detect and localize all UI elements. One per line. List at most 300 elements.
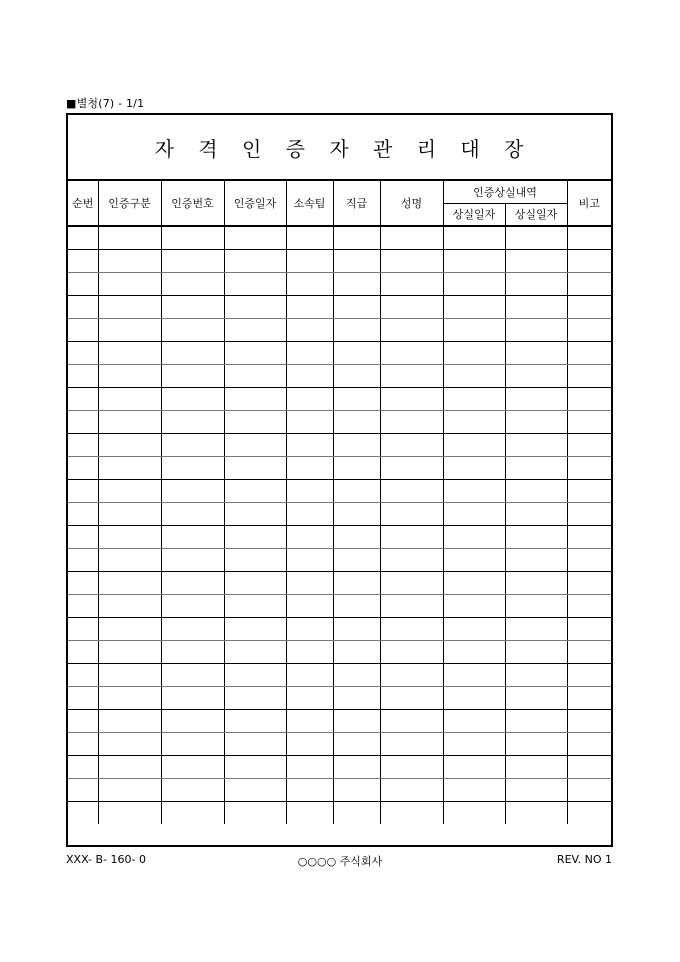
table-cell[interactable] (161, 410, 224, 433)
table-cell[interactable] (333, 640, 380, 663)
header-cert-no: 인증번호 (161, 181, 224, 226)
footer-revision: REV. NO 1 (556, 853, 612, 866)
table-cell[interactable] (380, 663, 443, 686)
table-cell[interactable] (567, 801, 611, 824)
header-team: 소속팀 (286, 181, 333, 226)
table-cell[interactable] (443, 249, 505, 272)
table-cell[interactable] (567, 318, 611, 341)
table-cell[interactable] (68, 295, 98, 318)
table-cell[interactable] (380, 226, 443, 249)
table-cell[interactable] (286, 502, 333, 525)
table-cell[interactable] (224, 226, 286, 249)
table-cell[interactable] (443, 387, 505, 410)
table-cell[interactable] (98, 778, 161, 801)
table-cell[interactable] (98, 272, 161, 295)
table-cell[interactable] (68, 387, 98, 410)
table-cell[interactable] (380, 571, 443, 594)
header-cert-date: 인증일자 (224, 181, 286, 226)
table-cell[interactable] (380, 479, 443, 502)
table-row (68, 548, 611, 571)
table-cell[interactable] (68, 433, 98, 456)
table-cell[interactable] (68, 709, 98, 732)
table-row (68, 755, 611, 778)
table-cell[interactable] (161, 502, 224, 525)
table-cell[interactable] (333, 778, 380, 801)
table-cell[interactable] (224, 364, 286, 387)
table-cell[interactable] (224, 295, 286, 318)
table-cell[interactable] (161, 709, 224, 732)
header-seq: 순번 (68, 181, 98, 226)
table-cell[interactable] (333, 502, 380, 525)
table-cell[interactable] (505, 778, 567, 801)
table-row (68, 318, 611, 341)
table-cell[interactable] (505, 801, 567, 824)
table-cell[interactable] (505, 594, 567, 617)
table-cell[interactable] (161, 755, 224, 778)
table-cell[interactable] (68, 272, 98, 295)
table-cell[interactable] (224, 617, 286, 640)
table-cell[interactable] (333, 686, 380, 709)
table-cell[interactable] (98, 479, 161, 502)
table-cell[interactable] (443, 686, 505, 709)
table-cell[interactable] (68, 341, 98, 364)
table-cell[interactable] (286, 410, 333, 433)
table-cell[interactable] (505, 318, 567, 341)
table-cell[interactable] (380, 341, 443, 364)
table-cell[interactable] (98, 709, 161, 732)
table-row (68, 433, 611, 456)
table-cell[interactable] (567, 525, 611, 548)
table-cell[interactable] (161, 801, 224, 824)
table-cell[interactable] (505, 755, 567, 778)
table-cell[interactable] (380, 709, 443, 732)
table-cell[interactable] (68, 571, 98, 594)
register-table (68, 181, 611, 824)
table-cell[interactable] (333, 525, 380, 548)
table-cell[interactable] (286, 617, 333, 640)
table-cell[interactable] (224, 801, 286, 824)
table-cell[interactable] (161, 548, 224, 571)
table-cell[interactable] (333, 594, 380, 617)
table-cell[interactable] (505, 709, 567, 732)
table-cell[interactable] (443, 640, 505, 663)
table-cell[interactable] (567, 479, 611, 502)
table-cell[interactable] (567, 249, 611, 272)
table-cell[interactable] (333, 456, 380, 479)
table-cell[interactable] (380, 525, 443, 548)
title-box (68, 115, 611, 181)
table-cell[interactable] (380, 732, 443, 755)
table-cell[interactable] (161, 663, 224, 686)
table-row (68, 778, 611, 801)
table-row (68, 295, 611, 318)
table-cell[interactable] (286, 663, 333, 686)
table-cell[interactable] (333, 226, 380, 249)
header-loss-date-2: 상실일자 (505, 203, 567, 226)
table-cell[interactable] (443, 433, 505, 456)
table-cell[interactable] (98, 364, 161, 387)
table-cell[interactable] (224, 318, 286, 341)
table-cell[interactable] (286, 387, 333, 410)
table-cell[interactable] (333, 663, 380, 686)
table-cell[interactable] (567, 686, 611, 709)
table-cell[interactable] (68, 755, 98, 778)
table-cell[interactable] (68, 594, 98, 617)
table-cell[interactable] (380, 617, 443, 640)
header-loss-date-1: 상실일자 (443, 203, 505, 226)
table-cell[interactable] (443, 617, 505, 640)
table-cell[interactable] (224, 571, 286, 594)
table-cell[interactable] (68, 318, 98, 341)
table-cell[interactable] (505, 686, 567, 709)
table-cell[interactable] (443, 226, 505, 249)
table-row (68, 226, 611, 249)
table-cell[interactable] (286, 456, 333, 479)
table-cell[interactable] (224, 640, 286, 663)
table-cell[interactable] (286, 433, 333, 456)
table-cell[interactable] (68, 479, 98, 502)
table-cell[interactable] (98, 318, 161, 341)
table-cell[interactable] (98, 686, 161, 709)
table-row (68, 410, 611, 433)
table-cell[interactable] (161, 778, 224, 801)
table-cell[interactable] (333, 318, 380, 341)
table-cell[interactable] (286, 525, 333, 548)
table-cell[interactable] (286, 364, 333, 387)
table-cell[interactable] (68, 364, 98, 387)
footer-doc-code: XXX- B- 160- 0 (66, 853, 146, 866)
table-cell[interactable] (333, 272, 380, 295)
table-cell[interactable] (286, 272, 333, 295)
table-cell[interactable] (443, 525, 505, 548)
table-cell[interactable] (98, 617, 161, 640)
table-cell[interactable] (333, 801, 380, 824)
register-body (68, 226, 611, 824)
table-cell[interactable] (98, 732, 161, 755)
table-cell[interactable] (98, 525, 161, 548)
table-cell[interactable] (505, 364, 567, 387)
table-row (68, 571, 611, 594)
table-cell[interactable] (443, 778, 505, 801)
table-cell[interactable] (224, 686, 286, 709)
table-cell[interactable] (161, 364, 224, 387)
table-cell[interactable] (567, 410, 611, 433)
table-cell[interactable] (567, 640, 611, 663)
table-cell[interactable] (505, 249, 567, 272)
table-cell[interactable] (505, 502, 567, 525)
table-row (68, 686, 611, 709)
table-cell[interactable] (68, 778, 98, 801)
table-cell[interactable] (224, 479, 286, 502)
table-cell[interactable] (224, 732, 286, 755)
table-cell[interactable] (161, 272, 224, 295)
table-cell[interactable] (443, 709, 505, 732)
table-cell[interactable] (161, 617, 224, 640)
table-cell[interactable] (333, 433, 380, 456)
table-cell[interactable] (443, 663, 505, 686)
table-cell[interactable] (68, 801, 98, 824)
table-cell[interactable] (286, 732, 333, 755)
table-cell[interactable] (286, 295, 333, 318)
table-cell[interactable] (380, 249, 443, 272)
table-cell[interactable] (286, 571, 333, 594)
table-cell[interactable] (505, 295, 567, 318)
table-cell[interactable] (161, 686, 224, 709)
table-row (68, 732, 611, 755)
table-cell[interactable] (68, 663, 98, 686)
table-cell[interactable] (333, 410, 380, 433)
table-cell[interactable] (567, 732, 611, 755)
table-cell[interactable] (567, 272, 611, 295)
table-cell[interactable] (68, 732, 98, 755)
table-cell[interactable] (286, 226, 333, 249)
table-cell[interactable] (98, 387, 161, 410)
table-cell[interactable] (380, 594, 443, 617)
table-cell[interactable] (68, 525, 98, 548)
table-cell[interactable] (98, 341, 161, 364)
table-cell[interactable] (68, 617, 98, 640)
table-cell[interactable] (567, 755, 611, 778)
table-cell[interactable] (286, 318, 333, 341)
table-cell[interactable] (333, 295, 380, 318)
header-cert-type: 인증구분 (98, 181, 161, 226)
table-cell[interactable] (380, 502, 443, 525)
table-cell[interactable] (505, 456, 567, 479)
table-cell[interactable] (567, 571, 611, 594)
table-cell[interactable] (224, 433, 286, 456)
table-cell[interactable] (68, 548, 98, 571)
table-cell[interactable] (380, 410, 443, 433)
table-cell[interactable] (286, 686, 333, 709)
table-cell[interactable] (567, 433, 611, 456)
table-cell[interactable] (505, 617, 567, 640)
table-cell[interactable] (567, 456, 611, 479)
table-cell[interactable] (380, 433, 443, 456)
table-cell[interactable] (567, 502, 611, 525)
table-row (68, 640, 611, 663)
table-cell[interactable] (224, 387, 286, 410)
table-cell[interactable] (161, 640, 224, 663)
table-cell[interactable] (443, 318, 505, 341)
table-cell[interactable] (443, 341, 505, 364)
table-cell[interactable] (286, 479, 333, 502)
table-cell[interactable] (505, 341, 567, 364)
table-cell[interactable] (505, 663, 567, 686)
table-cell[interactable] (443, 364, 505, 387)
table-cell[interactable] (443, 479, 505, 502)
table-cell[interactable] (98, 755, 161, 778)
table-cell[interactable] (224, 594, 286, 617)
table-cell[interactable] (567, 778, 611, 801)
table-cell[interactable] (161, 732, 224, 755)
table-cell[interactable] (380, 686, 443, 709)
table-cell[interactable] (98, 456, 161, 479)
table-cell[interactable] (505, 410, 567, 433)
table-cell[interactable] (224, 410, 286, 433)
table-cell[interactable] (68, 226, 98, 249)
table-cell[interactable] (567, 341, 611, 364)
table-cell[interactable] (286, 778, 333, 801)
table-cell[interactable] (380, 387, 443, 410)
table-cell[interactable] (443, 594, 505, 617)
table-cell[interactable] (224, 341, 286, 364)
table-cell[interactable] (505, 640, 567, 663)
table-cell[interactable] (161, 479, 224, 502)
table-cell[interactable] (333, 732, 380, 755)
table-row (68, 387, 611, 410)
table-cell[interactable] (161, 341, 224, 364)
table-cell[interactable] (333, 571, 380, 594)
table-cell[interactable] (224, 456, 286, 479)
table-cell[interactable] (443, 295, 505, 318)
table-cell[interactable] (333, 617, 380, 640)
table-row (68, 249, 611, 272)
table-row (68, 272, 611, 295)
table-cell[interactable] (567, 617, 611, 640)
table-cell[interactable] (98, 502, 161, 525)
table-cell[interactable] (505, 479, 567, 502)
table-cell[interactable] (161, 295, 224, 318)
header-name: 성명 (380, 181, 443, 226)
table-cell[interactable] (380, 801, 443, 824)
table-cell[interactable] (443, 755, 505, 778)
table-cell[interactable] (286, 594, 333, 617)
table-cell[interactable] (161, 433, 224, 456)
register-sheet (66, 113, 613, 847)
table-cell[interactable] (68, 686, 98, 709)
table-cell[interactable] (98, 410, 161, 433)
table-cell[interactable] (380, 272, 443, 295)
table-cell[interactable] (224, 778, 286, 801)
table-cell[interactable] (161, 571, 224, 594)
table-cell[interactable] (224, 272, 286, 295)
table-cell[interactable] (161, 594, 224, 617)
table-cell[interactable] (224, 709, 286, 732)
table-row (68, 341, 611, 364)
table-cell[interactable] (286, 548, 333, 571)
table-cell[interactable] (443, 571, 505, 594)
table-cell[interactable] (333, 548, 380, 571)
table-cell[interactable] (380, 364, 443, 387)
table-cell[interactable] (443, 272, 505, 295)
table-cell[interactable] (286, 640, 333, 663)
table-cell[interactable] (333, 249, 380, 272)
table-cell[interactable] (443, 456, 505, 479)
table-cell[interactable] (68, 640, 98, 663)
table-cell[interactable] (161, 249, 224, 272)
table-cell[interactable] (68, 456, 98, 479)
table-cell[interactable] (443, 410, 505, 433)
table-cell[interactable] (68, 502, 98, 525)
table-cell[interactable] (224, 502, 286, 525)
table-cell[interactable] (161, 525, 224, 548)
table-cell[interactable] (443, 801, 505, 824)
table-cell[interactable] (505, 272, 567, 295)
table-cell[interactable] (505, 387, 567, 410)
table-cell[interactable] (567, 295, 611, 318)
table-cell[interactable] (380, 778, 443, 801)
table-cell[interactable] (161, 387, 224, 410)
table-cell[interactable] (286, 755, 333, 778)
table-cell[interactable] (224, 249, 286, 272)
table-cell[interactable] (333, 341, 380, 364)
table-cell[interactable] (98, 640, 161, 663)
table-cell[interactable] (505, 571, 567, 594)
table-cell[interactable] (224, 525, 286, 548)
table-cell[interactable] (505, 433, 567, 456)
table-cell[interactable] (505, 525, 567, 548)
table-cell[interactable] (380, 456, 443, 479)
table-row (68, 456, 611, 479)
table-cell[interactable] (161, 318, 224, 341)
table-cell[interactable] (333, 755, 380, 778)
table-row (68, 525, 611, 548)
table-cell[interactable] (98, 663, 161, 686)
table-cell[interactable] (443, 548, 505, 571)
table-cell[interactable] (161, 226, 224, 249)
table-cell[interactable] (567, 226, 611, 249)
table-cell[interactable] (567, 594, 611, 617)
table-cell[interactable] (380, 318, 443, 341)
table-cell[interactable] (443, 732, 505, 755)
table-cell[interactable] (68, 249, 98, 272)
table-cell[interactable] (286, 709, 333, 732)
table-cell[interactable] (505, 226, 567, 249)
table-cell[interactable] (98, 433, 161, 456)
table-row (68, 709, 611, 732)
table-row (68, 801, 611, 824)
table-cell[interactable] (333, 364, 380, 387)
table-cell[interactable] (505, 732, 567, 755)
table-cell[interactable] (333, 387, 380, 410)
table-cell[interactable] (161, 456, 224, 479)
table-cell[interactable] (98, 295, 161, 318)
table-cell[interactable] (224, 548, 286, 571)
table-cell[interactable] (380, 295, 443, 318)
table-cell[interactable] (567, 364, 611, 387)
table-cell[interactable] (224, 663, 286, 686)
table-cell[interactable] (567, 548, 611, 571)
table-cell[interactable] (286, 341, 333, 364)
header-loss-group: 인증상실내역 (443, 181, 567, 203)
table-cell[interactable] (443, 502, 505, 525)
table-cell[interactable] (286, 249, 333, 272)
table-cell[interactable] (380, 755, 443, 778)
table-cell[interactable] (567, 709, 611, 732)
table-cell[interactable] (380, 548, 443, 571)
header-position: 직급 (333, 181, 380, 226)
table-row (68, 663, 611, 686)
page-label: ■별청(7) - 1/1 (66, 97, 145, 110)
table-cell[interactable] (98, 594, 161, 617)
table-cell[interactable] (68, 410, 98, 433)
table-cell[interactable] (505, 548, 567, 571)
table-cell[interactable] (98, 801, 161, 824)
table-cell[interactable] (98, 226, 161, 249)
table-cell[interactable] (333, 709, 380, 732)
table-cell[interactable] (333, 479, 380, 502)
table-cell[interactable] (567, 663, 611, 686)
table-cell[interactable] (286, 801, 333, 824)
table-cell[interactable] (380, 640, 443, 663)
table-cell[interactable] (567, 387, 611, 410)
table-cell[interactable] (98, 548, 161, 571)
table-row (68, 479, 611, 502)
table-cell[interactable] (98, 249, 161, 272)
table-cell[interactable] (98, 571, 161, 594)
table-cell[interactable] (224, 755, 286, 778)
footer-company: ○○○○ 주식회사 (297, 855, 383, 868)
